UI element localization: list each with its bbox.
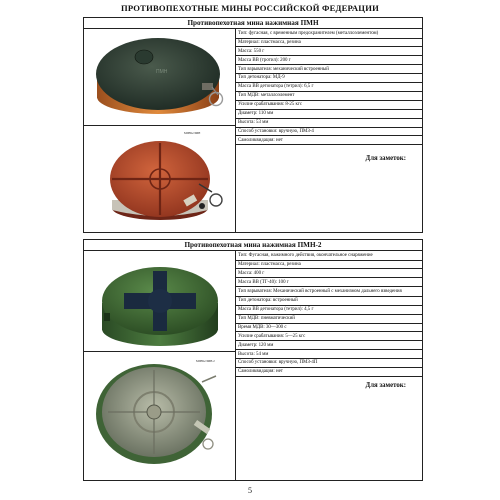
pmn-photo-column [84, 29, 236, 232]
spec-row: Тип МДВ: металлоэлемент [236, 92, 422, 101]
spec-row: Тип детонатора: МД-9 [236, 74, 422, 83]
spec-row: Тип МДВ: пневматический [236, 315, 422, 324]
pmn2-top-image [84, 251, 236, 352]
spec-row: Материал: пластмасса, резина [236, 39, 422, 48]
pmn-photo-caption: МИНА ПМН [184, 131, 201, 135]
spec-row: Высота: 53 мм [236, 119, 422, 128]
pmn-bottom-image [84, 126, 236, 233]
spec-row: Масса ВВ детонатора (тетрил): 6,5 г [236, 83, 422, 92]
spec-row: Самоликвидация: нет [236, 368, 422, 377]
spec-row: Усилие срабатывания: 8-25 кгс [236, 101, 422, 110]
pmn-section [83, 17, 423, 233]
pmn2-section-title: Противопехотная мина нажимная ПМН-2 [84, 240, 422, 251]
pmn-photo-bottom [84, 126, 236, 233]
pmn-specs-column [236, 29, 422, 232]
pmn2-section [83, 239, 423, 481]
spec-row: Высота: 54 мм [236, 350, 422, 359]
spec-row: Тип: фугасная, с временным предохранителем (металлоэлементом) [236, 29, 422, 39]
spec-row: Масса ВВ (тротил): 200 г [236, 56, 422, 65]
spec-row: Масса: 400 г [236, 269, 422, 278]
spec-row: Способ установки: вручную, ПМЗ-4П [236, 359, 422, 368]
spec-row: Материал: пластмасса, резина [236, 261, 422, 270]
pmn2-photo-caption: МИНА ПМН-2 [196, 359, 215, 363]
spec-row: Масса ВВ (ТГ-40): 100 г [236, 278, 422, 287]
pmn2-photo-column [84, 251, 236, 480]
spec-row: Масса ВВ детонатора (тетрил): 4,5 г [236, 306, 422, 315]
spec-row: Время МДВ: 30—300 с [236, 324, 422, 333]
spec-row: Диаметр: 120 мм [236, 341, 422, 350]
page-title: ПРОТИВОПЕХОТНЫЕ МИНЫ РОССИЙСКОЙ ФЕДЕРАЦИИ [121, 3, 379, 13]
spec-row: Усилие срабатывания: 5—25 кгс [236, 332, 422, 341]
pmn2-photo-bottom [84, 352, 236, 481]
spec-row: Диаметр: 110 мм [236, 110, 422, 119]
pmn2-specs-column [236, 251, 422, 480]
spec-row: Способ установки: вручную, ПМЗ-4 [236, 128, 422, 137]
pmn2-photo-top [84, 251, 236, 352]
spec-row: Самоликвидация: нет [236, 136, 422, 145]
notes-label: Для заметок: [365, 381, 406, 389]
pmn2-bottom-image [84, 352, 236, 481]
svg-text:ПМН: ПМН [156, 69, 168, 75]
spec-row: Масса: 550 г [236, 47, 422, 56]
spec-row: Тип: Фугасная, нажимного действия, окончательное снаряжение [236, 251, 422, 261]
pmn-section-title: Противопехотная мина нажимная ПМН [84, 18, 422, 29]
page-number: 5 [248, 486, 252, 495]
notes-label: Для заметок: [365, 155, 406, 163]
pmn-photo-top [84, 29, 236, 126]
spec-row: Тип детонатора: встроенный [236, 297, 422, 306]
spec-row: Тип взрывателя: Механический встроенный с механизмом дальнего взведения [236, 287, 422, 297]
spec-row: Тип взрывателя: механический встроенный [236, 65, 422, 74]
pmn-top-image [84, 29, 236, 126]
